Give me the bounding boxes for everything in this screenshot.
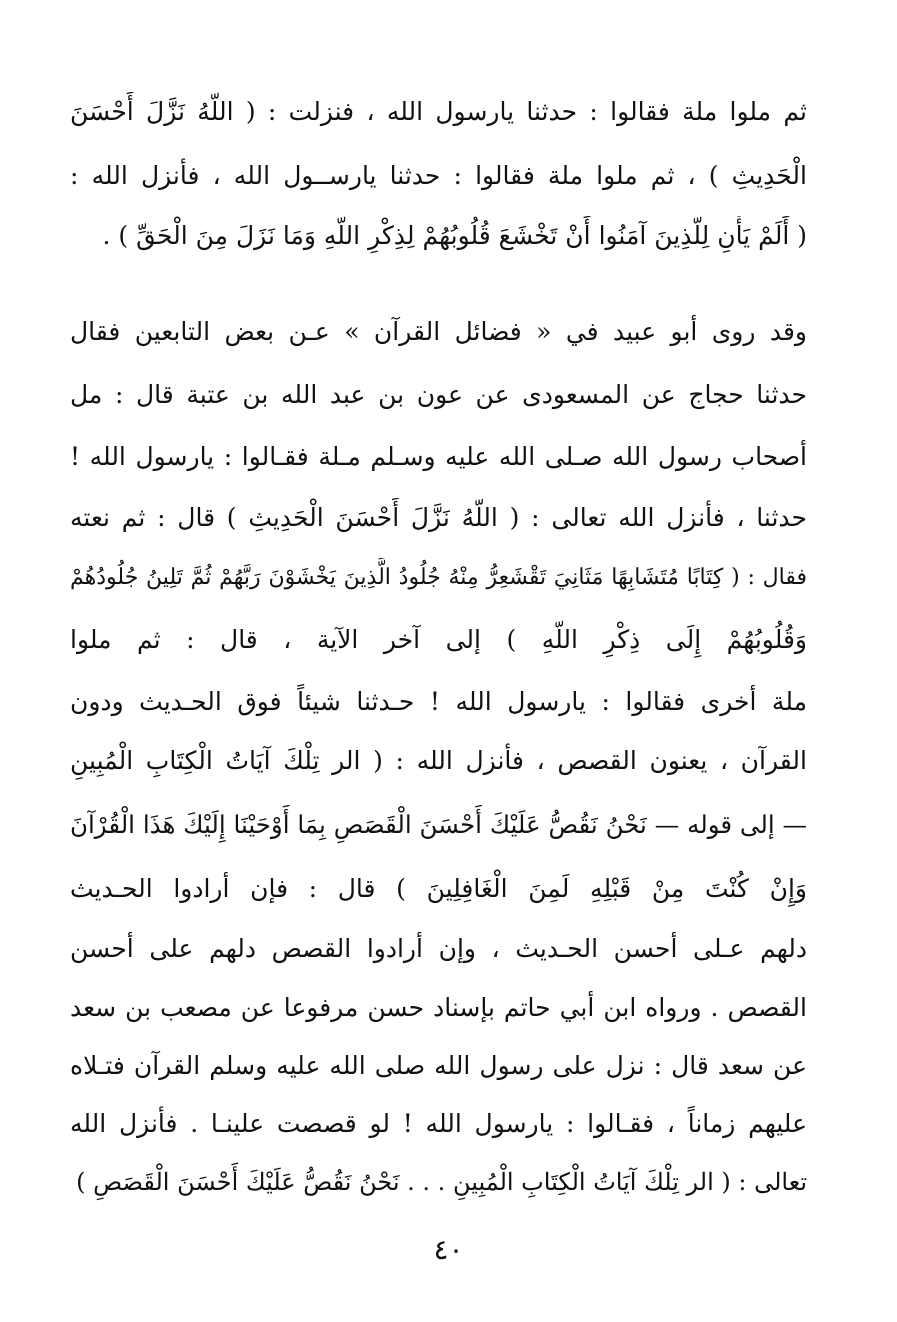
text-line: وقد روى أبو عبيد في « فضائل القرآن » عـن بعض التابعين فقال <box>70 317 807 346</box>
text-line: ملة أخرى فقالوا : يارسول الله ! حـدثنا شيئاً فوق الحـديث ودون <box>70 687 807 716</box>
text-line: القرآن ، يعنون القصص ، فأنزل الله : ( الر تِلْكَ آيَاتُ الْكِتَابِ الْمُبِينِ <box>70 746 807 775</box>
text-line: فقال : ( كِتَابًا مُتَشَابِهًا مَثَانِيَ تَقْشَعِرُّ مِنْهُ جُلُودُ الَّذِينَ يَخْشَوْنَ رَبَّهُمْ ثُمَّ تَلِينُ جُلُودُهُمْ <box>70 565 807 590</box>
text-line: ( أَلَمْ يَأْنِ لِلَّذِينَ آمَنُوا أَنْ تَخْشَعَ قُلُوبُهُمْ لِذِكْرِ اللَّهِ وَمَا نَزَلَ مِنَ الْحَقِّ ) . <box>102 221 807 250</box>
text-line: حدثنا ، فأنزل الله تعالى : ( اللَّهُ نَزَّلَ أَحْسَنَ الْحَدِيثِ ) قال : ثم نعته <box>70 503 807 532</box>
text-line: عليهم زماناً ، فقـالوا : يارسول الله ! لو قصصت علينـا . فأنزل الله <box>70 1109 807 1138</box>
text-line: — إلى قوله — نَحْنُ نَقُصُّ عَلَيْكَ أَحْسَنَ الْقَصَصِ بِمَا أَوْحَيْنَا إِلَيْكَ هَذَا الْقُرْآنَ <box>70 810 807 839</box>
text-line: الْحَدِيثِ ) ، ثم ملوا ملة فقالوا : حدثنا يارســول الله ، فأنزل الله : <box>70 161 807 190</box>
text-line: أصحاب رسول الله صـلى الله عليه وسـلم مـلة فقـالوا : يارسول الله ! <box>70 442 807 471</box>
text-line: عن سعد قال : نزل على رسول الله صلى الله عليه وسلم القرآن فتـلاه <box>70 1051 807 1080</box>
text-line: دلهم عـلى أحسن الحـديث ، وإن أرادوا القصص دلهم على أحسن <box>70 934 807 963</box>
text-line: تعالى : ( الر تِلْكَ آيَاتُ الْكِتَابِ الْمُبِينِ . . . نَحْنُ نَقُصُّ عَلَيْكَ أَحْسَنَ الْقَصَصِ ) <box>76 1168 807 1196</box>
text-line: وَقُلُوبُهُمْ إِلَى ذِكْرِ اللَّهِ ) إلى آخر الآية ، قال : ثم ملوا <box>70 625 807 654</box>
text-line: ثم ملوا ملة فقالوا : حدثنا يارسول الله ، فنزلت : ( اللَّهُ نَزَّلَ أَحْسَنَ <box>70 97 807 126</box>
page-number: ٤٠ <box>433 1233 464 1266</box>
text-line: حدثنا حجاج عن المسعودى عن عون بن عبد الله بن عتبة قال : مل <box>70 380 807 409</box>
text-line: وَإِنْ كُنْتَ مِنْ قَبْلِهِ لَمِنَ الْغَافِلِينَ ) قال : فإن أرادوا الحـديث <box>70 874 807 903</box>
text-line: القصص . ورواه ابن أبي حاتم بإسناد حسن مرفوعا عن مصعب بن سعد <box>70 993 807 1022</box>
